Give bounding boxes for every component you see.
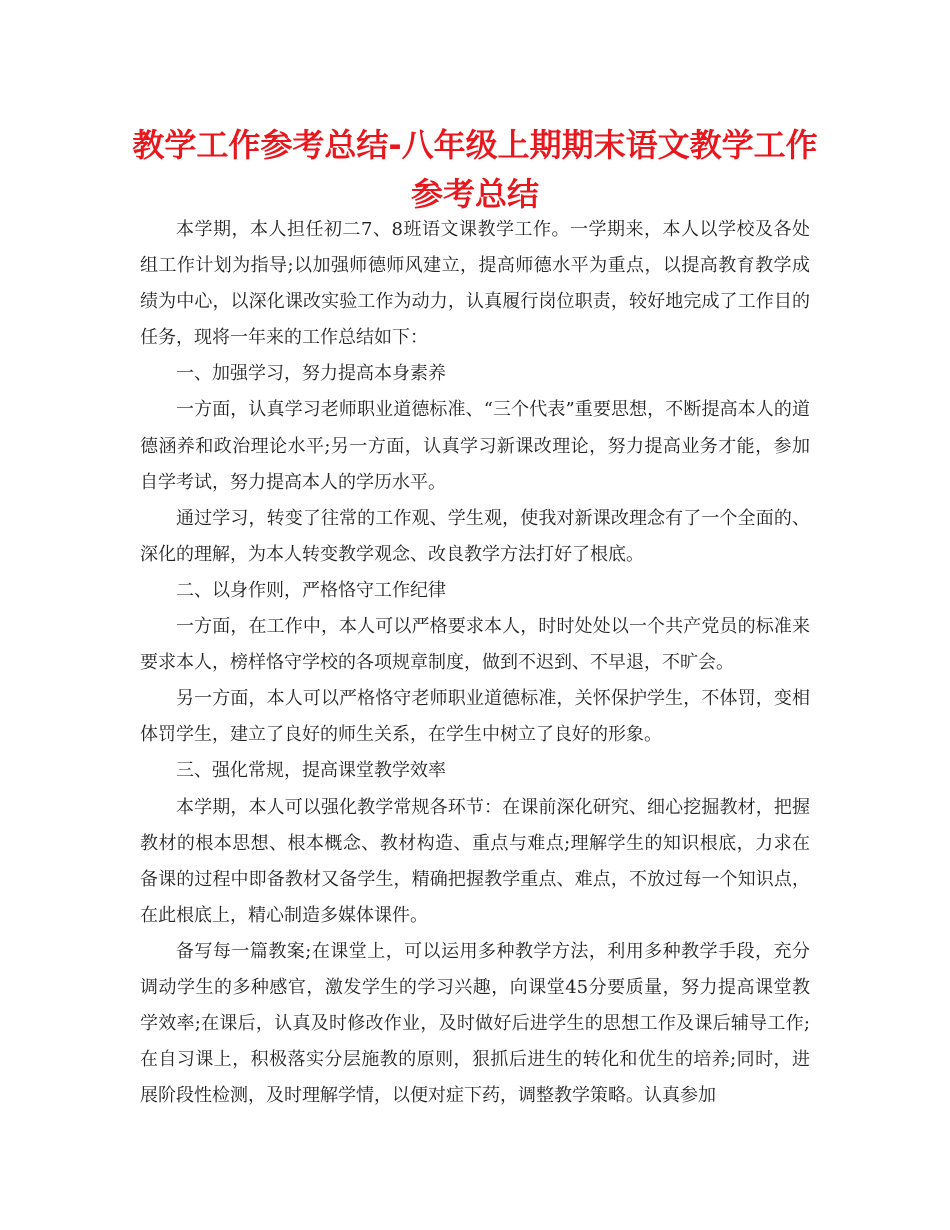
section-heading-3: 三、强化常规，提高课堂教学效率 bbox=[176, 760, 446, 782]
paragraph-discipline-1: 一方面，在工作中，本人可以严格要求本人，时时处处以一个共产党员的标准来要求本人，榜样恪守学校的各项规章制度，做到不迟到、不早退，不旷会。 bbox=[140, 616, 810, 674]
paragraph-study-1: 一方面，认真学习老师职业道德标准、“三个代表”重要思想，不断提高本人的道德涵养和政治理论水平;另一方面，认真学习新课改理论，努力提高业务才能，参加自学考试，努力提高本人的学历水平。 bbox=[140, 399, 810, 493]
paragraph-routine-2: 备写每一篇教案;在课堂上，可以运用多种教学方法，利用多种教学手段，充分调动学生的多种感官，激发学生的学习兴趣，向课堂45分要质量，努力提高课堂教学效率;在课后，认真及时修改作业，及时做好后进学生的思想工作及课后辅导工作;在自习课上，积极落实分层施教的原则，狠抓后进生的转化和优生的培养;同时，进展阶段性检测，及时理解学情，以便对症下药，调整教学策略。认真参加 bbox=[140, 940, 810, 1107]
document-title-line-1: 教学工作参考总结-八年级上期期末语文教学工作 bbox=[132, 126, 818, 164]
paragraph-routine-1: 本学期，本人可以强化教学常规各环节：在课前深化研究、细心挖掘教材，把握教材的根本思想、根本概念、教材构造、重点与难点;理解学生的知识根底，力求在备课的过程中即备教材又备学生，精确把握教学重点、难点，不放过每一个知识点，在此根底上，精心制造多媒体课件。 bbox=[140, 796, 810, 926]
document-body bbox=[140, 212, 810, 1114]
section-heading-1: 一、加强学习，努力提高本身素养 bbox=[176, 363, 446, 385]
section-heading-2: 二、以身作则，严格恪守工作纪律 bbox=[176, 579, 446, 601]
paragraph-intro: 本学期，本人担任初二7、8班语文课教学工作。一学期来，本人以学校及各处组工作计划为指导;以加强师德师风建立，提高师德水平为重点，以提高教育教学成绩为中心，以深化课改实验工作为动力，认真履行岗位职责，较好地完成了工作目的任务，现将一年来的工作总结如下： bbox=[140, 219, 810, 349]
paragraph-study-2: 通过学习，转变了往常的工作观、学生观，使我对新课改理念有了一个全面的、深化的理解，为本人转变教学观念、改良教学方法打好了根底。 bbox=[140, 507, 810, 565]
document-title-line-2: 参考总结 bbox=[410, 175, 539, 213]
paragraph-discipline-2: 另一方面，本人可以严格恪守老师职业道德标准，关怀保护学生，不体罚，变相体罚学生，建立了良好的师生关系，在学生中树立了良好的形象。 bbox=[140, 688, 810, 746]
